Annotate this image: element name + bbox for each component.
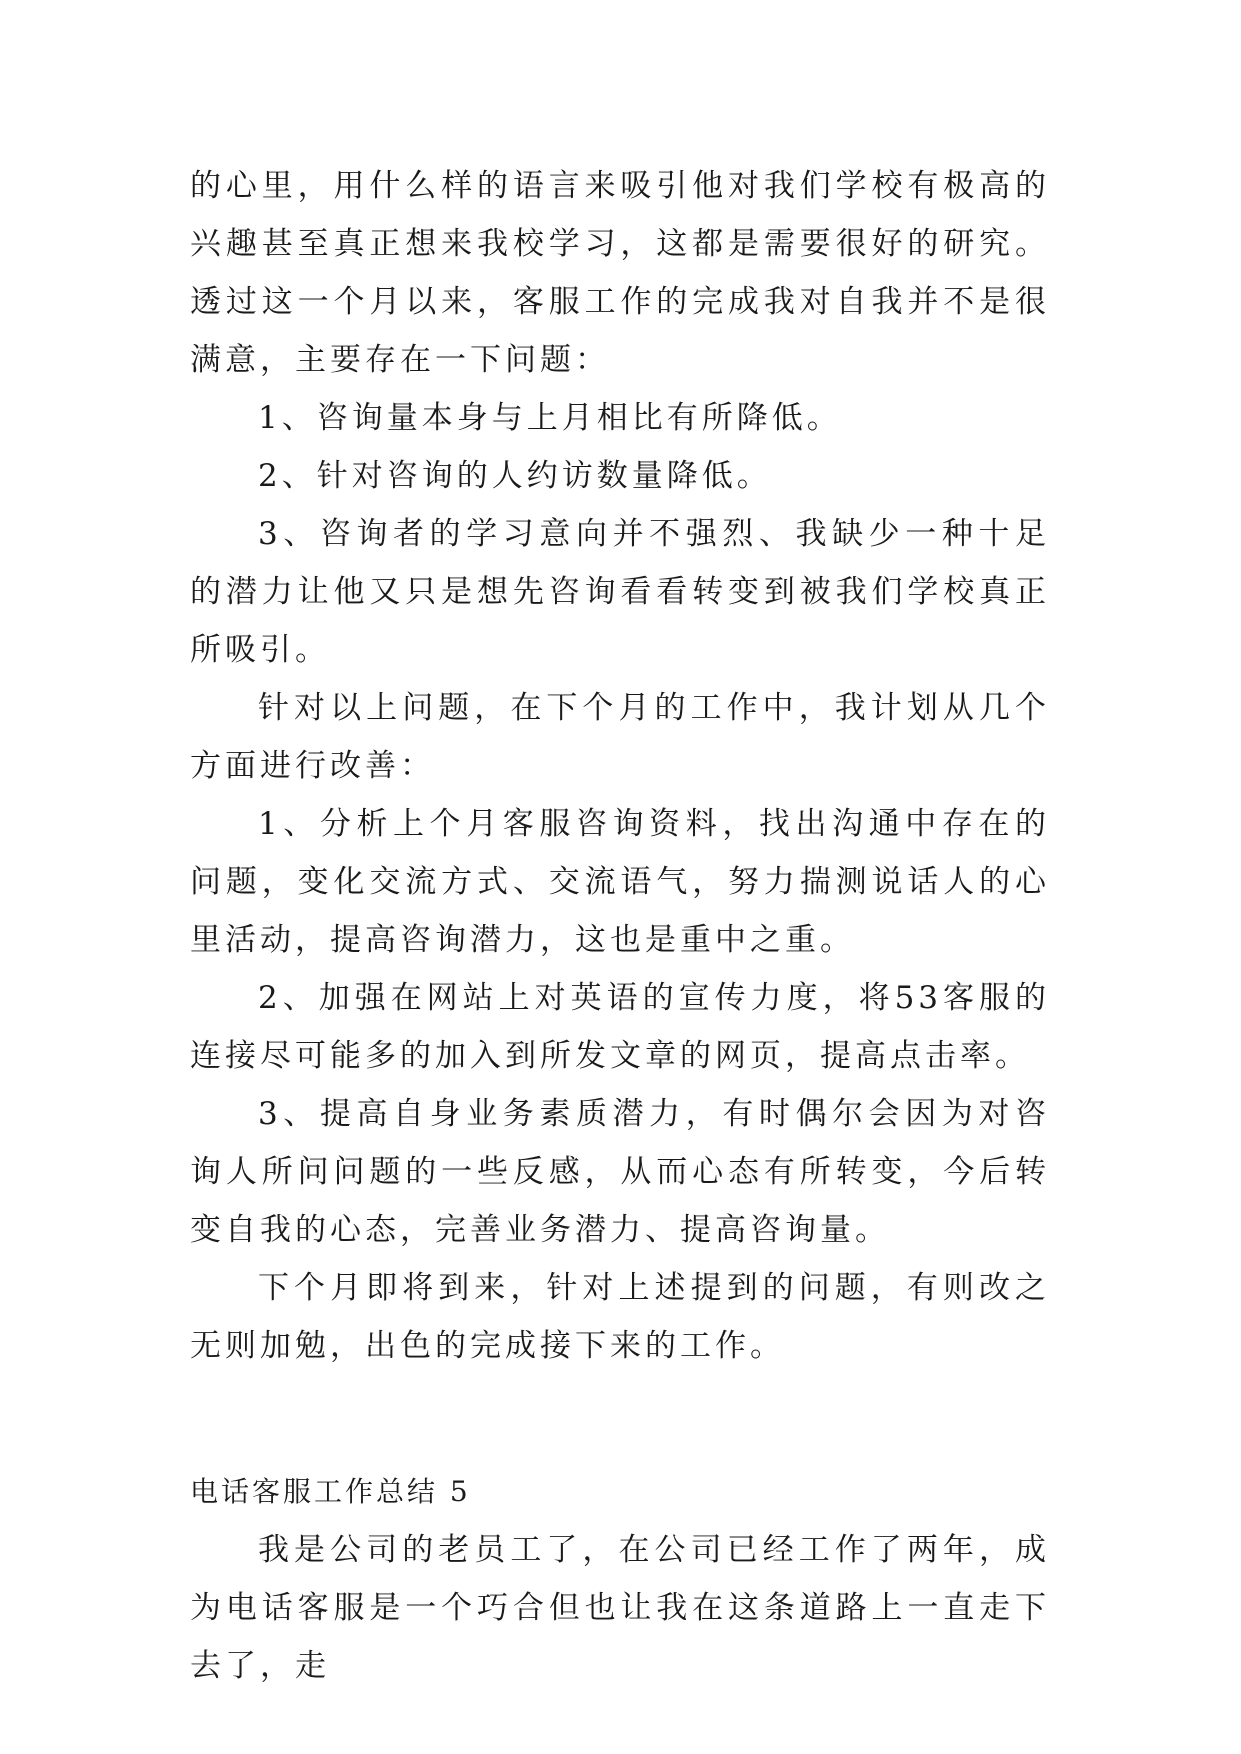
list-item-visit-count: 2、针对咨询的人约访数量降低。 [258, 458, 772, 494]
list-item-consult-volume: 1、咨询量本身与上月相比有所降低。 [258, 400, 842, 436]
section-heading: 电话客服工作总结 5 [190, 1475, 471, 1508]
document-page [190, 157, 1050, 1695]
paragraph: 的心里，用什么样的语言来吸引他对我们学校有极高的兴趣甚至真正想来我校学习，这都是需要很好的研究。透过这一个月以来，客服工作的完成我对自我并不是很满意，主要存在一下问题： [190, 168, 1050, 378]
paragraph: 我是公司的老员工了，在公司已经工作了两年，成为电话客服是一个巧合但也让我在这条道路上一直走下去了，走 [190, 1532, 1050, 1684]
paragraph-closing: 下个月即将到来，针对上述提到的问题，有则改之无则加勉，出色的完成接下来的工作。 [190, 1270, 1050, 1364]
paragraph-improvement-plan: 针对以上问题，在下个月的工作中，我计划从几个方面进行改善： [190, 690, 1050, 784]
list-item-promotion: 2、加强在网站上对英语的宣传力度，将53客服的连接尽可能多的加入到所发文章的网页，提高点击率。 [190, 980, 1050, 1074]
list-item-learning-intent: 3、咨询者的学习意向并不强烈、我缺少一种十足的潜力让他又只是想先咨询看看转变到被我们学校真正所吸引。 [190, 516, 1050, 668]
list-item-quality: 3、提高自身业务素质潜力，有时偶尔会因为对咨询人所问问题的一些反感，从而心态有所转变，今后转变自我的心态，完善业务潜力、提高咨询量。 [190, 1096, 1050, 1248]
list-item-analysis: 1、分析上个月客服咨询资料，找出沟通中存在的问题，变化交流方式、交流语气，努力揣测说话人的心里活动，提高咨询潜力，这也是重中之重。 [190, 806, 1050, 958]
